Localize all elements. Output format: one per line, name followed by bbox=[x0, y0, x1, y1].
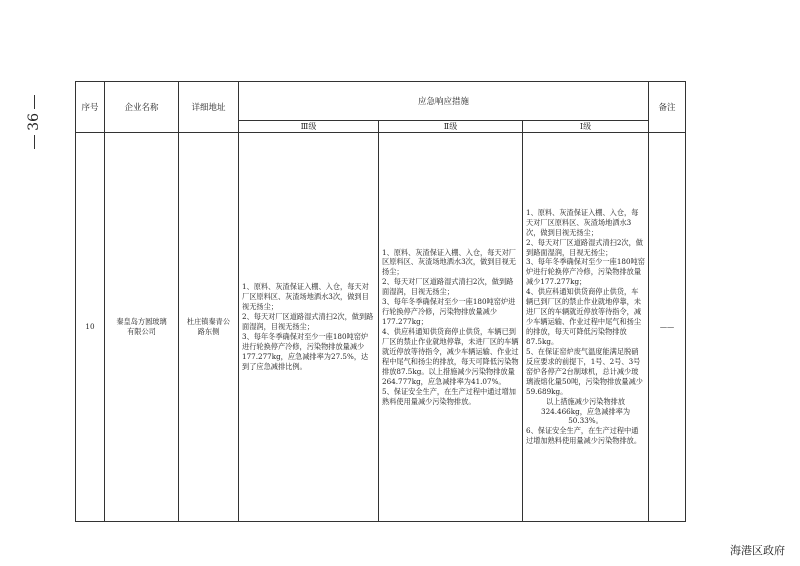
row-level3 bbox=[239, 133, 379, 522]
level2-item: 2、每天对厂区道路湿式清扫2次，做到路面湿润，目视无扬尘； bbox=[382, 277, 514, 297]
row-level1 bbox=[523, 133, 649, 522]
level2-item: 5、保证安全生产，在生产过程中通过增加熟料使用量减少污染物排放。 bbox=[382, 386, 516, 406]
level1-item: 6、保证安全生产，在生产过程中通过增加熟料使用量减少污染物排放。 bbox=[526, 426, 642, 446]
header-row bbox=[76, 82, 686, 121]
level2-item: 4、供应科通知供货商停止供货，车辆已到厂区的禁止作业就地停靠，未进厂区的车辆就近停放等待指令，减少车辆运输、作业过程中尾气和扬尘的排放，每天可降低污染物排放87.5kg。以上措施减少污染物排放量264.777kg，应急减排率为41.07%。 bbox=[382, 327, 519, 386]
level1-item: 2、每天对厂区道路湿式清扫2次，做到路面湿润，目视无扬尘； bbox=[526, 237, 643, 257]
level3-item: 3、每年冬季确保对至少一座180吨窑炉进行轮换停产冷修，污染物排放量减少177.277kg，应急减排率为27.5%，达到了应急减排比例。 bbox=[242, 331, 369, 371]
row-remark: —— bbox=[649, 133, 686, 522]
page-number-dash-top bbox=[34, 95, 35, 109]
header-level1: Ⅰ级 bbox=[523, 121, 649, 133]
level3-item: 1、原料、灰渣保证入棚、入仓，每天对厂区原料区、灰渣场地洒水3次，做到目视无扬尘； bbox=[242, 282, 369, 312]
header-level2: Ⅱ级 bbox=[379, 121, 523, 133]
row-company: 秦皇岛方圆玻璃有限公司 bbox=[105, 133, 179, 522]
header-address: 详细地址 bbox=[179, 82, 239, 133]
emergency-response-table bbox=[75, 81, 686, 522]
header-measures: 应急响应措施 bbox=[239, 82, 649, 121]
header-index: 序号 bbox=[76, 82, 105, 133]
level1-item: 5、在保证窑炉废气温度能满足脱硝反应要求的前提下，1号、2号、3号窑炉各停产2台制球机，总计减少玻璃液熔化量50吨，污染物排放量减少59.689kg。 bbox=[526, 346, 643, 396]
header-level3: Ⅲ级 bbox=[239, 121, 379, 133]
page-number-text: 36 bbox=[26, 113, 42, 131]
level1-item: 4、供应科通知供货商停止供货，车辆已到厂区的禁止作业就地停靠，未进厂区的车辆就近停放等待指令，减少车辆运输、作业过程中尾气和扬尘的排放，每天可降低污染物排放87.5kg。 bbox=[526, 287, 642, 346]
level2-item: 3、每年冬季确保对至少一座180吨窑炉进行轮换停产冷修，污染物排放量减少177.277kg； bbox=[382, 297, 516, 327]
level3-item: 2、每天对厂区道路湿式清扫2次，做到路面湿润，目视无扬尘； bbox=[242, 312, 374, 332]
level1-item: 1、原料、灰渣保证入棚、入仓，每天对厂区原料区、灰渣场地洒水3次，做到目视无扬尘； bbox=[526, 207, 639, 237]
row-index: 10 bbox=[76, 133, 105, 522]
header-remark: 备注 bbox=[649, 82, 686, 133]
row-level2 bbox=[379, 133, 523, 522]
page-number bbox=[22, 95, 46, 149]
level1-summary: 以上措施减少污染物排放324.466kg，应急减排率为50.33%。 bbox=[541, 396, 631, 426]
level2-item: 1、原料、灰渣保证入棚、入仓，每天对厂区原料区、灰渣场地洒水3次，做到目视无扬尘； bbox=[382, 247, 516, 277]
row-address: 杜庄镇秦青公路东侧 bbox=[179, 133, 239, 522]
header-company: 企业名称 bbox=[105, 82, 179, 133]
table-row bbox=[76, 133, 686, 522]
footer-source: 海港区政府 bbox=[730, 544, 785, 557]
level1-item: 3、每年冬季确保对至少一座180吨窑炉进行轮换停产冷修，污染物排放量减少177.277kg； bbox=[526, 257, 645, 287]
page-number-dash-bottom bbox=[34, 135, 35, 149]
